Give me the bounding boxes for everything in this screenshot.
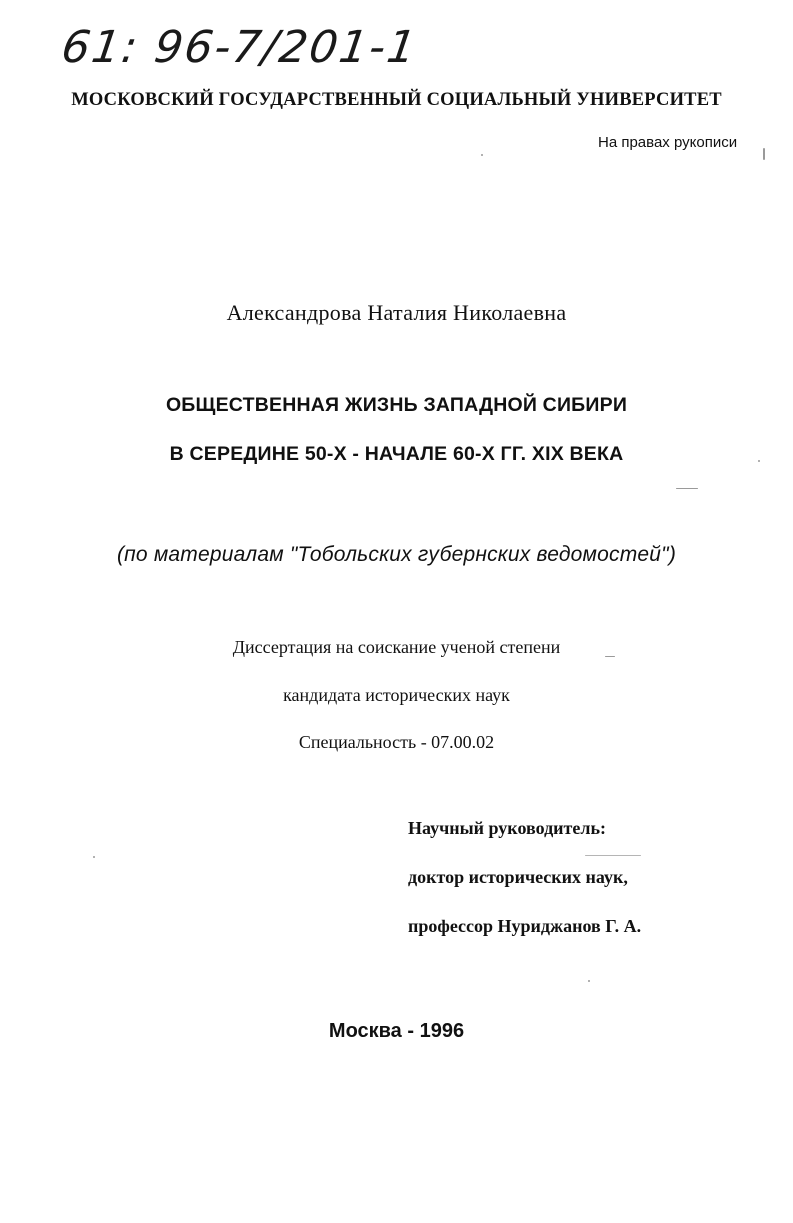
scan-mark bbox=[676, 488, 698, 489]
specialty: Специальность - 07.00.02 bbox=[298, 732, 495, 752]
city-year: Москва - 1996 bbox=[328, 1020, 465, 1042]
scan-mark bbox=[763, 148, 765, 160]
manuscript-note: На правах рукописи bbox=[598, 134, 738, 151]
scan-mark bbox=[481, 154, 483, 156]
degree-line-1: Диссертация на соискание ученой степени bbox=[232, 637, 561, 657]
scan-mark bbox=[605, 656, 615, 657]
advisor-degree: доктор исторических наук, bbox=[408, 867, 628, 887]
advisor-label: Научный руководитель: bbox=[408, 818, 606, 838]
university-name: МОСКОВСКИЙ ГОСУДАРСТВЕННЫЙ СОЦИАЛЬНЫЙ УНИВЕРСИТЕТ bbox=[71, 90, 722, 110]
title-line-2: В СЕРЕДИНЕ 50-Х - НАЧАЛЕ 60-Х ГГ. XIX ВЕКА bbox=[169, 443, 624, 465]
author-name: Александрова Наталия Николаевна bbox=[226, 300, 567, 325]
scan-mark bbox=[588, 980, 590, 982]
scan-mark bbox=[93, 856, 95, 858]
subtitle: (по материалам "Тобольских губернских ведомостей") bbox=[116, 543, 677, 566]
scan-mark bbox=[585, 855, 641, 856]
title-line-1: ОБЩЕСТВЕННАЯ ЖИЗНЬ ЗАПАДНОЙ СИБИРИ bbox=[165, 394, 628, 416]
scan-mark bbox=[758, 460, 760, 462]
advisor-name: профессор Нуриджанов Г. А. bbox=[408, 916, 642, 936]
catalog-number: 61: 96-7/201-1 bbox=[58, 22, 421, 73]
degree-line-2: кандидата исторических наук bbox=[283, 685, 510, 705]
